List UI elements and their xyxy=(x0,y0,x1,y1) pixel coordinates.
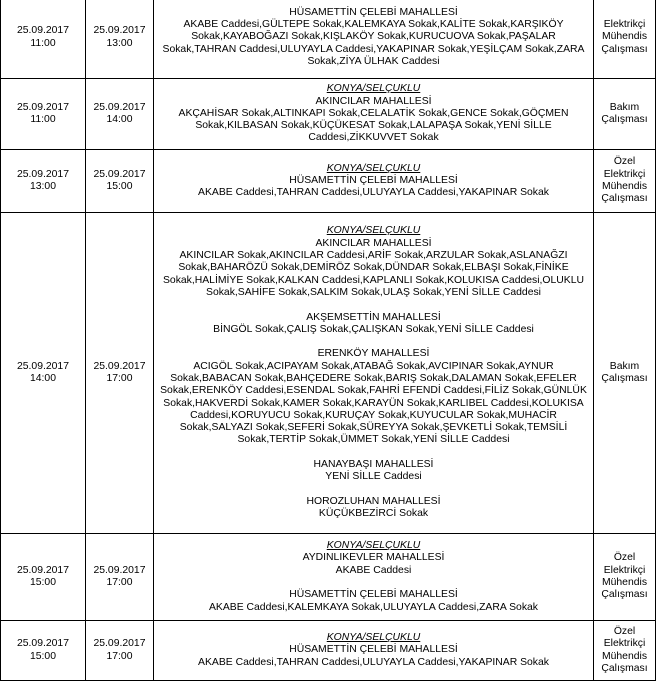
area-cell xyxy=(154,79,594,150)
start-date: 25.09.2017 xyxy=(16,564,69,576)
start-date: 25.09.2017 xyxy=(16,101,69,113)
mahalle-name: ERENKÖY MAHALLESİ xyxy=(317,348,430,360)
reason-cell: Bakım Çalışması xyxy=(594,213,656,534)
start-time: 13:00 xyxy=(29,181,56,192)
table-row xyxy=(1,213,656,534)
start-cell xyxy=(1,79,86,150)
start-date: 25.09.2017 xyxy=(16,25,69,37)
table-row xyxy=(1,0,656,79)
table-row xyxy=(1,621,656,681)
street-list: AKINCILAR Sokak,AKINCILAR Caddesi,ARİF Sokak,ARZULAR Sokak,ASLANAĞZI Sokak,BAHARÖZÜ Sokak,DEMİRÖZ Sokak,DÜNDAR Sokak,ELBAŞI Sokak,FİNİKE Sokak,HALİMİYE Sokak,KALKAN Caddesi,KAPLANLI Sokak,KOLUKISA Caddesi,OLUKLU Sokak,SAHİFE Sokak,SALKIM Sokak,ULAŞ Sokak,YENİ SİLLE Caddesi xyxy=(162,250,585,298)
start-time: 15:00 xyxy=(29,650,56,662)
end-date: 25.09.2017 xyxy=(93,564,146,576)
end-cell xyxy=(86,534,154,621)
start-date: 25.09.2017 xyxy=(16,168,69,180)
mahalle-name: HOROZLUHAN MAHALLESİ xyxy=(306,495,441,507)
reason-cell: Özel Elektrikçi Mühendis Çalışması xyxy=(594,150,656,213)
street-list: AKABE Caddesi,TAHRAN Caddesi,ULUYAYLA Caddesi,YAKAPINAR Sokak xyxy=(198,187,549,199)
end-date: 25.09.2017 xyxy=(93,25,146,37)
end-cell xyxy=(86,621,154,681)
reason-cell: Bakım Çalışması xyxy=(594,79,656,150)
start-time: 11:00 xyxy=(30,114,56,125)
start-date: 25.09.2017 xyxy=(16,638,69,650)
area-cell xyxy=(154,213,594,534)
city-district: KONYA/SELÇUKLU xyxy=(326,162,421,174)
end-cell xyxy=(86,150,154,213)
start-cell xyxy=(1,534,86,621)
mahalle-name: AKINCILAR MAHALLESİ xyxy=(315,95,432,107)
city-district: KONYA/SELÇUKLU xyxy=(326,83,421,95)
end-cell xyxy=(86,79,154,150)
mahalle-name: HÜSAMETTİN ÇELEBİ MAHALLESİ xyxy=(289,6,458,18)
street-list: AKÇAHİSAR Sokak,ALTINKAPI Sokak,CELALATİK Sokak,GENCE Sokak,GÖÇMEN Sokak,KILBASAN Sokak,KÜÇÜKESAT Sokak,LALAPAŞA Sokak,YENİ SİLLE Caddesi,ZİKKUVVET Sokak xyxy=(178,107,569,144)
street-list: AKABE Caddesi,GÜLTEPE Sokak,KALEMKAYA Sokak,KALİTE Sokak,KARŞIKÖY Sokak,KAYABOĞAZI Sokak,KIŞLAKÖY Sokak,KURUCUOVA Sokak,PAŞALAR Sokak,TAHRAN Caddesi,ULUYAYLA Caddesi,YAKAPINAR Sokak,YEŞİLÇAM Sokak,ZARA Sokak,ZİYA ÜLHAK Caddesi xyxy=(162,19,585,67)
start-cell xyxy=(1,0,86,79)
end-time: 17:00 xyxy=(106,577,133,588)
end-time: 17:00 xyxy=(106,373,133,384)
end-time: 15:00 xyxy=(106,181,133,192)
start-cell xyxy=(1,213,86,534)
mahalle-name: HÜSAMETTİN ÇELEBİ MAHALLESİ xyxy=(289,174,458,186)
end-date: 25.09.2017 xyxy=(93,101,146,113)
end-time: 13:00 xyxy=(106,37,133,49)
start-time: 14:00 xyxy=(29,373,56,384)
reason-cell: Özel Elektrikçi Mühendis Çalışması xyxy=(594,534,656,621)
start-date: 25.09.2017 xyxy=(16,360,69,372)
table-row xyxy=(1,534,656,621)
table-row xyxy=(1,150,656,213)
area-cell xyxy=(154,0,594,79)
mahalle-name: AYDINLIKEVLER MAHALLESİ xyxy=(302,552,445,564)
area-cell xyxy=(154,150,594,213)
reason-cell: Özel Elektrikçi Mühendis Çalışması xyxy=(594,621,656,681)
street-list: AKABE Caddesi xyxy=(335,564,412,576)
end-time: 14:00 xyxy=(106,114,133,125)
city-district: KONYA/SELÇUKLU xyxy=(326,540,421,552)
reason-cell: Elektrikçi Mühendis Çalışması xyxy=(594,0,656,79)
street-list: ACIGÖL Sokak,ACIPAYAM Sokak,ATABAĞ Sokak,AVCIPINAR Sokak,AYNUR Sokak,BABACAN Sokak,BAHÇEDERE Sokak,BARIŞ Sokak,DALAMAN Sokak,EFELER Sokak,ERENKÖY Caddesi,ESENDAL Sokak,FAHRİ EFENDİ Caddesi,FİLİZ Sokak,GÜNLÜK Sokak,HAKVERDİ Sokak,KAMER Sokak,KARAYÜN Sokak,KARLIBEL Caddesi,KOLUKISA Caddesi,KORUYUCU Sokak,KURUÇAY Sokak,KUYUCULAR Sokak,MUHACİR Sokak,SALYAZI Sokak,SEFERİ Sokak,SÜREYYA Sokak,ŞEVKETLİ Sokak,TEMSİLİ Sokak,TERTİP Sokak,ÜMMET Sokak,YENİ SİLLE Caddesi xyxy=(160,360,587,446)
mahalle-name: AKŞEMSETTİN MAHALLESİ xyxy=(306,311,441,323)
city-district: KONYA/SELÇUKLU xyxy=(326,225,421,237)
start-time: 11:00 xyxy=(30,37,56,49)
start-cell xyxy=(1,150,86,213)
street-list: BİNGÖL Sokak,ÇALIŞ Sokak,ÇALIŞKAN Sokak,YENİ SİLLE Caddesi xyxy=(213,323,534,335)
table-row xyxy=(1,79,656,150)
end-date: 25.09.2017 xyxy=(93,638,146,650)
start-cell xyxy=(1,621,86,681)
end-time: 17:00 xyxy=(106,650,133,662)
end-date: 25.09.2017 xyxy=(93,360,146,372)
area-cell xyxy=(154,534,594,621)
street-list: AKABE Caddesi,TAHRAN Caddesi,ULUYAYLA Caddesi,YAKAPINAR Sokak xyxy=(198,656,549,668)
city-district: KONYA/SELÇUKLU xyxy=(326,632,421,644)
mahalle-name: HANAYBAŞI MAHALLESİ xyxy=(313,459,434,471)
start-time: 15:00 xyxy=(29,577,56,588)
street-list: AKABE Caddesi,KALEMKAYA Sokak,ULUYAYLA Caddesi,ZARA Sokak xyxy=(208,601,538,613)
street-list: KÜÇÜKBEZİRCİ Sokak xyxy=(318,508,429,520)
end-date: 25.09.2017 xyxy=(93,168,146,180)
mahalle-name: HÜSAMETTİN ÇELEBİ MAHALLESİ xyxy=(289,589,458,601)
area-cell xyxy=(154,621,594,681)
mahalle-name: AKINCILAR MAHALLESİ xyxy=(315,237,432,249)
end-cell xyxy=(86,0,154,79)
end-cell xyxy=(86,213,154,534)
mahalle-name: HÜSAMETTİN ÇELEBİ MAHALLESİ xyxy=(289,644,458,656)
street-list: YENİ SİLLE Caddesi xyxy=(325,471,422,483)
